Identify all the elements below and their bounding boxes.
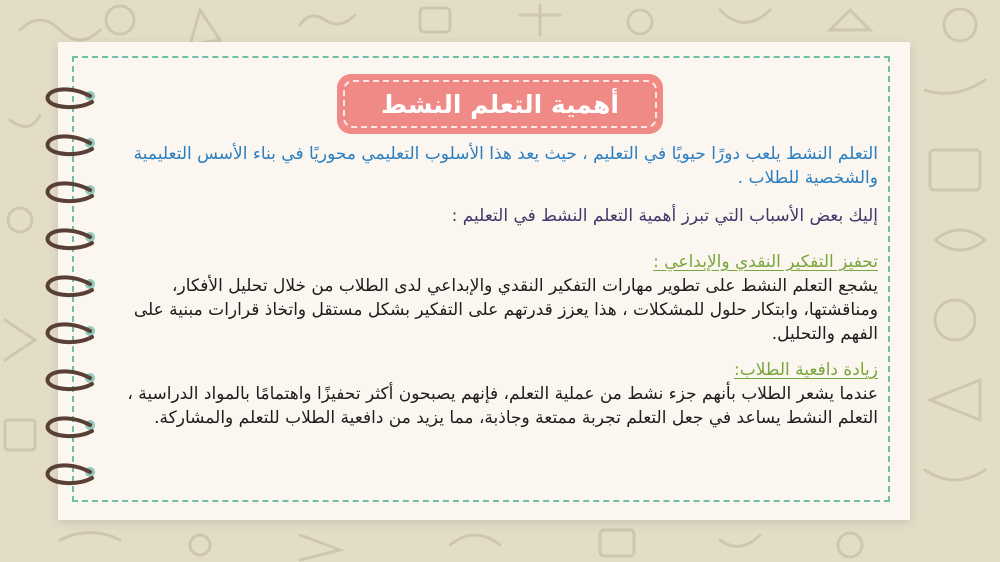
spiral-ring bbox=[48, 277, 95, 295]
content-area bbox=[110, 142, 878, 430]
section-heading-critical-thinking: تحفيز التفكير النقدي والإبداعي : bbox=[653, 252, 878, 272]
spiral-ring bbox=[48, 230, 95, 248]
intro-paragraph: التعلم النشط يلعب دورًا حيويًا في التعليم ، حيث يعد هذا الأسلوب التعليمي محوريًا في بناء الأسس التعليمية والشخصية للطلاب . bbox=[133, 144, 878, 188]
spiral-ring bbox=[48, 324, 95, 342]
section-body-critical-thinking: يشجع التعلم النشط على تطوير مهارات التفكير النقدي والإبداعي لدى الطلاب من خلال تحليل الأفكار، ومناقشتها، وابتكار حلول للمشكلات ، هذا يعزز قدرتهم على التفكير بشكل مستقل واتخاذ قرارات مبنية على الفهم والتحليل. bbox=[133, 276, 878, 344]
spiral-ring bbox=[48, 89, 95, 107]
spiral-ring bbox=[48, 418, 95, 436]
section-heading-motivation: زيادة دافعية الطلاب: bbox=[734, 360, 878, 380]
reasons-intro: إليك بعض الأسباب التي تبرز أهمية التعلم النشط في التعليم : bbox=[451, 206, 878, 226]
title-banner bbox=[337, 74, 663, 134]
spiral-ring bbox=[48, 136, 95, 154]
page-title: أهمية التعلم النشط bbox=[381, 89, 619, 119]
spiral-ring bbox=[48, 371, 95, 389]
spiral-ring bbox=[48, 183, 95, 201]
spiral-binding bbox=[38, 80, 108, 500]
spiral-ring bbox=[48, 465, 95, 483]
section-body-motivation: عندما يشعر الطلاب بأنهم جزء نشط من عملية التعلم، فإنهم يصبحون أكثر تحفيزًا واهتمامًا بالمواد الدراسية ، التعلم النشط يساعد في جعل التعلم تجربة ممتعة وجاذبة، مما يزيد من دافعية الطلاب للتعلم والمشاركة. bbox=[127, 384, 878, 428]
